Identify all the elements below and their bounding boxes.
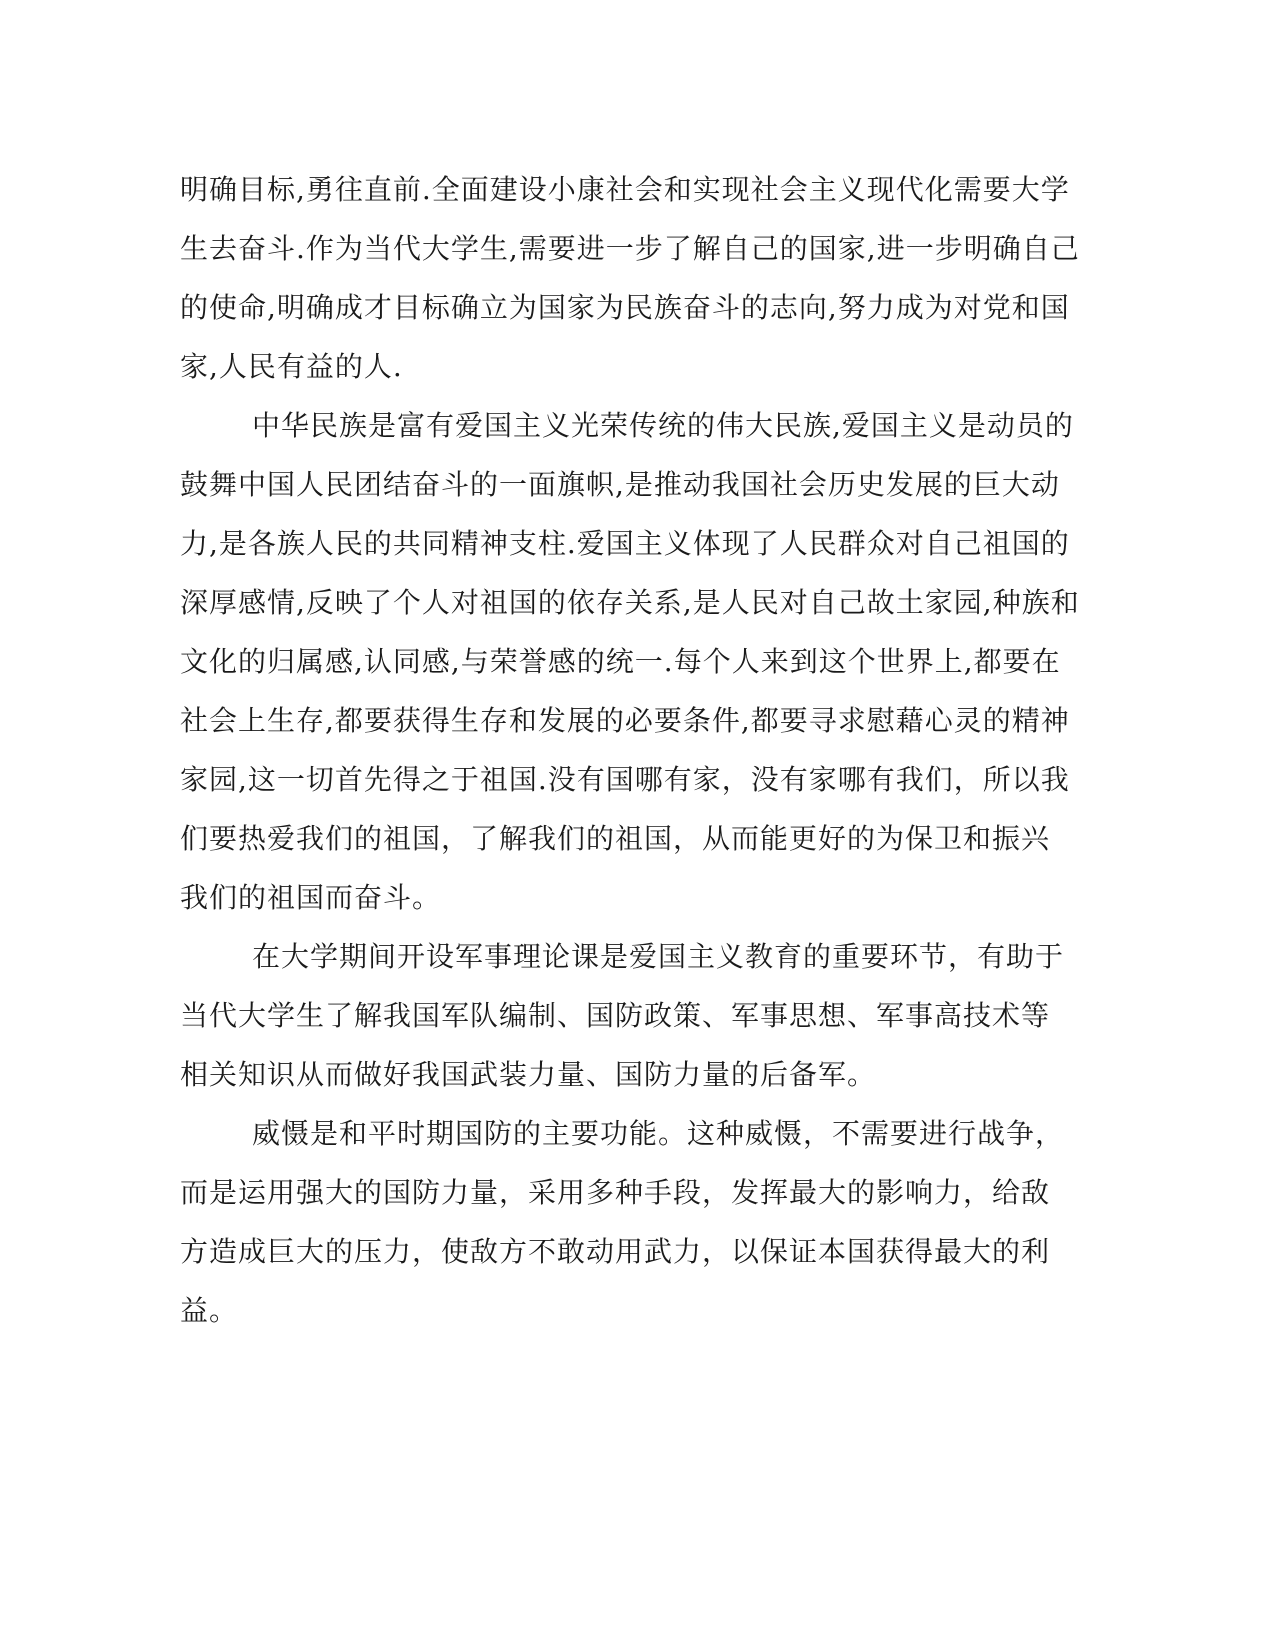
- text-line: 力,是各族人民的共同精神支柱.爱国主义体现了人民群众对自己祖国的: [180, 527, 1070, 560]
- text-line: 生去奋斗.作为当代大学生,需要进一步了解自己的国家,进一步明确自己: [180, 232, 1080, 265]
- text-line: 家园,这一切首先得之于祖国.没有国哪有家，没有家哪有我们，所以我: [180, 763, 1070, 796]
- text-line: 的使命,明确成才目标确立为国家为民族奋斗的志向,努力成为对党和国: [180, 291, 1070, 324]
- text-line: 文化的归属感,认同感,与荣誉感的统一.每个人来到这个世界上,都要在: [180, 645, 1061, 678]
- text-line: 益。: [180, 1294, 239, 1327]
- paragraph-1: [180, 160, 1080, 396]
- text-line: 中华民族是富有爱国主义光荣传统的伟大民族,爱国主义是动员的: [252, 409, 1074, 442]
- text-line: 威慑是和平时期国防的主要功能。这种威慑，不需要进行战争，: [252, 1117, 1065, 1150]
- text-line: 明确目标,勇往直前.全面建设小康社会和实现社会主义现代化需要大学: [180, 173, 1070, 206]
- text-line: 在大学期间开设军事理论课是爱国主义教育的重要环节，有助于: [252, 940, 1065, 973]
- text-line: 深厚感情,反映了个人对祖国的依存关系,是人民对自己故土家园,种族和: [180, 586, 1080, 619]
- text-line: 相关知识从而做好我国武装力量、国防力量的后备军。: [180, 1058, 877, 1091]
- text-line: 当代大学生了解我国军队编制、国防政策、军事思想、军事高技术等: [180, 999, 1051, 1032]
- text-line: 家,人民有益的人.: [180, 350, 403, 383]
- text-line: 方造成巨大的压力，使敌方不敢动用武力，以保证本国获得最大的利: [180, 1235, 1051, 1268]
- paragraph-2: [180, 396, 1080, 927]
- text-line: 我们的祖国而奋斗。: [180, 881, 442, 914]
- paragraph-3: [180, 927, 1065, 1104]
- text-line: 鼓舞中国人民团结奋斗的一面旗帜,是推动我国社会历史发展的巨大动: [180, 468, 1060, 501]
- text-line: 们要热爱我们的祖国，了解我们的祖国，从而能更好的为保卫和振兴: [180, 822, 1051, 855]
- text-line: 社会上生存,都要获得生存和发展的必要条件,都要寻求慰藉心灵的精神: [180, 704, 1070, 737]
- document-body: [180, 160, 1080, 1340]
- paragraph-4: [180, 1104, 1065, 1340]
- text-line: 而是运用强大的国防力量，采用多种手段，发挥最大的影响力，给敌: [180, 1176, 1051, 1209]
